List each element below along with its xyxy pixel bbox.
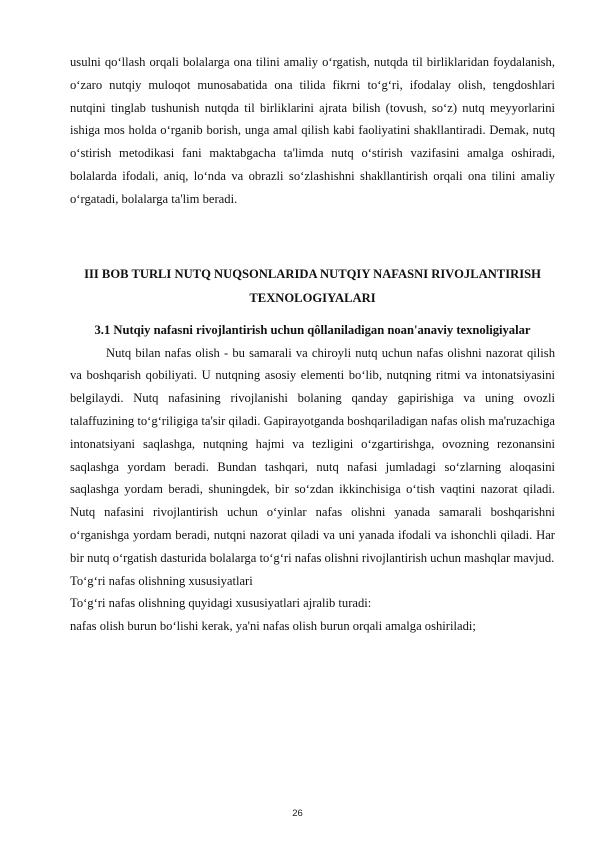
section-title: 3.1 Nutqiy nafasni rivojlantirish uchun qôllaniladigan noan'anaviy texnoligiyalar (94, 322, 531, 337)
features-intro-line: To‘g‘ri nafas olishning quyidagi xususiyatlari ajralib turadi: (70, 596, 372, 611)
page-content (70, 51, 555, 638)
features-item-line: nafas olish burun bo‘lishi kerak, ya'ni nafas olish burun orqali amalga oshiriladi; (70, 619, 476, 634)
intro-paragraph: usulni qo‘llash orqali bolalarga ona tilini amaliy o‘rgatish, nutqda til birliklaridan foydalanish, o‘zaro nutqiy muloqot munosabatida ona tilida fikrni to‘g‘ri, ifodalay olish, tengdoshlari nutqini tinglab tushunish nutqda til birliklarini ajrata bilish (tovush, so‘z) nutq meyyorlarini ishiga mos holda o‘rganib borish, unga amal qilish kabi faoliyatini shakllantiradi. Demak, nutq o‘stirish metodikasi fani maktabgacha ta'limda nutq o‘stirish vazifasini amalga oshiradi, bolalarda ifodali, aniq, lo‘nda va obrazli so‘zlashishni shakllantirish orqali ona tilini amaliy o‘rgatadi, bolalarga ta'lim beradi. (70, 55, 555, 206)
body-paragraph: Nutq bilan nafas olish - bu samarali va chiroyli nutq uchun nafas olishni nazorat qilish va boshqarish qobiliyati. U nutqning asosiy elementi bo‘lib, nutqning ritmi va intonatsiyasini belgilaydi. Nutq nafasining rivojlanishi bolaning qanday gapirishiga va uning ovozli talaffuzining to‘g‘riligiga ta'sir qiladi. Gapirayotganda boshqariladigan nafas olish ma'ruzachiga intonatsiyani saqlashga, nutqning hajmi va tezligini o‘zgartirishga, ovozning rezonansini saqlashga yordam beradi. Bundan tashqari, nutq nafasi jumladagi so‘zlarning aloqasini saqlashga yordam beradi, shuningdek, bir so‘zdan ikkinchisiga o‘tish vaqtini nazorat qiladi. Nutq nafasini rivojlantirish uchun o‘yinlar nafas olishni yanada samarali boshqarishni o‘rganishga yordam beradi, nutqni nazorat qiladi va uni yanada ifodali va ishonchli qiladi. Har bir nutq o‘rgatish dasturida bolalarga to‘g‘ri nafas olishni rivojlantirish uchun mashqlar mavjud. (70, 345, 555, 565)
chapter-title: III BOB TURLI NUTQ NUQSONLARIDA NUTQIY NAFASNI RIVOJLANTIRISH TEXNOLOGIYALARI (84, 266, 541, 305)
features-heading-line: To‘g‘ri nafas olishning xususiyatlari (70, 573, 253, 588)
page-number: 26 (292, 808, 303, 819)
